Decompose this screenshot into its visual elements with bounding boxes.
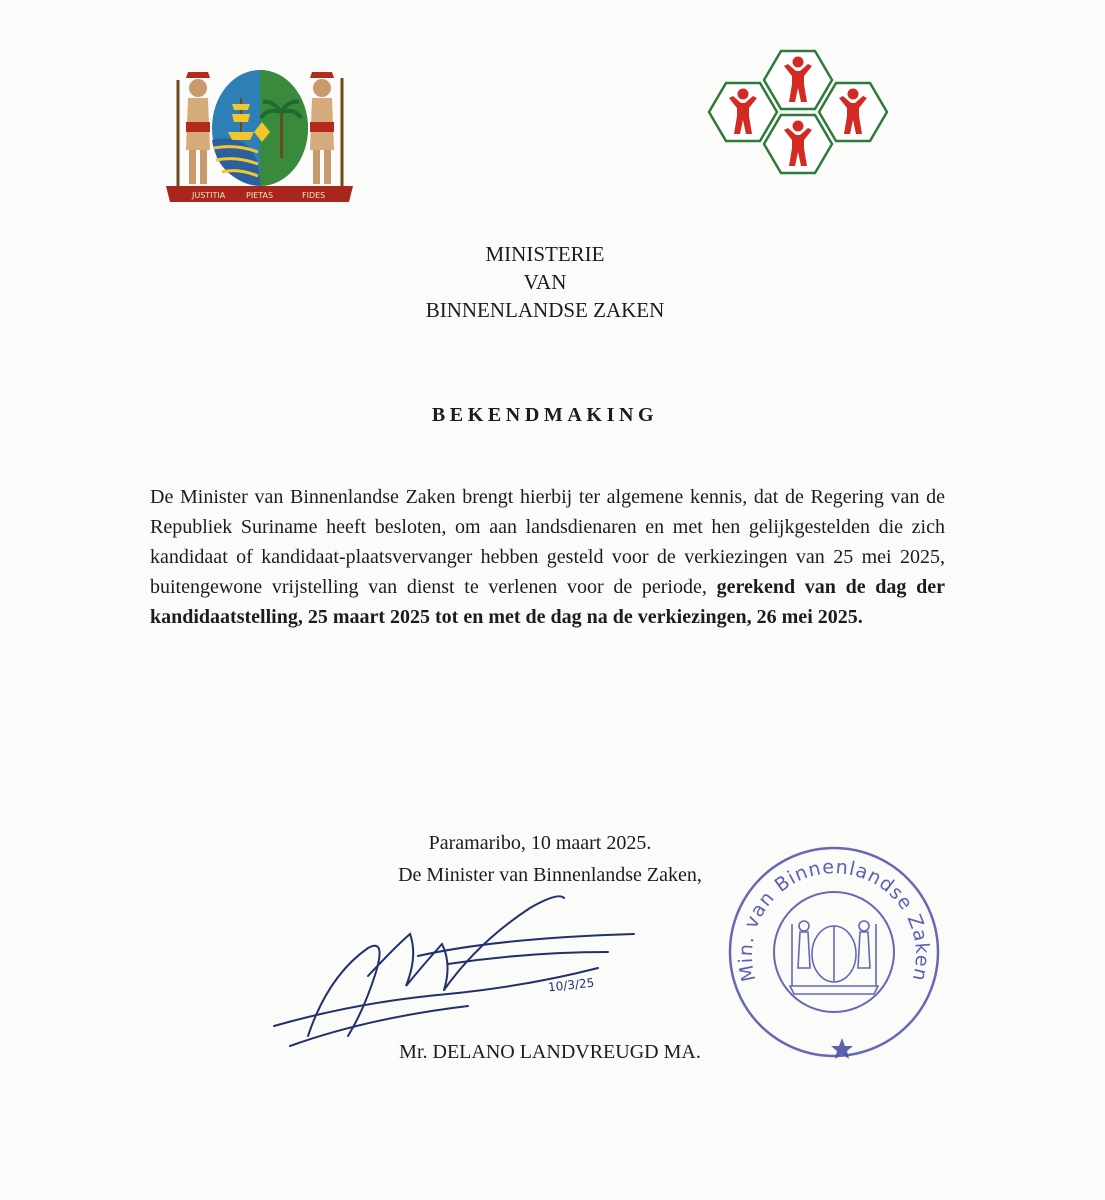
signer-title: De Minister van Binnenlandse Zaken, (398, 864, 702, 886)
motto-word: PIETAS (246, 191, 274, 200)
announcement-heading: BEKENDMAKING (431, 404, 659, 426)
handwritten-signature (268, 886, 648, 1056)
stamp-text: Min. van Binnenlandse Zaken (734, 856, 934, 984)
hexagon-people-emblem-logo (703, 48, 893, 210)
signature-date: 10/3/25 (547, 975, 595, 995)
announcement-body (150, 482, 945, 632)
ministry-line-2: VAN (523, 270, 567, 294)
signer-name: Mr. DELANO LANDVREUGD MA. (399, 1041, 701, 1063)
ministry-line-3: BINNENLANDSE ZAKEN (425, 298, 665, 322)
coat-of-arms-logo (162, 60, 357, 208)
official-stamp (724, 840, 944, 1060)
motto-word: JUSTITIA (192, 191, 226, 200)
body-text-regular: De Minister van Binnenlandse Zaken brengt hierbij ter algemene kennis, dat de Regering van de Republiek Suriname heeft besloten, om aan landsdienaren en met hen gelijkgestelden die zich kandidaat of kandidaat-plaatsvervanger hebben gesteld voor de verkiezingen van 25 mei 2025, buitengewone vrijstelling van dienst te verlenen voor de periode, (150, 486, 945, 598)
place-and-date: Paramaribo, 10 maart 2025. (428, 832, 652, 854)
stamp-coat-of-arms-icon (790, 921, 878, 994)
motto-word: FIDES (302, 191, 326, 200)
body-text-bold: gerekend van de dag der kandidaatstelling, 25 maart 2025 tot en met de dag na de verkiezingen, 26 mei 2025. (150, 576, 945, 628)
ministry-header (345, 240, 745, 324)
ministry-line-1: MINISTERIE (485, 242, 605, 266)
